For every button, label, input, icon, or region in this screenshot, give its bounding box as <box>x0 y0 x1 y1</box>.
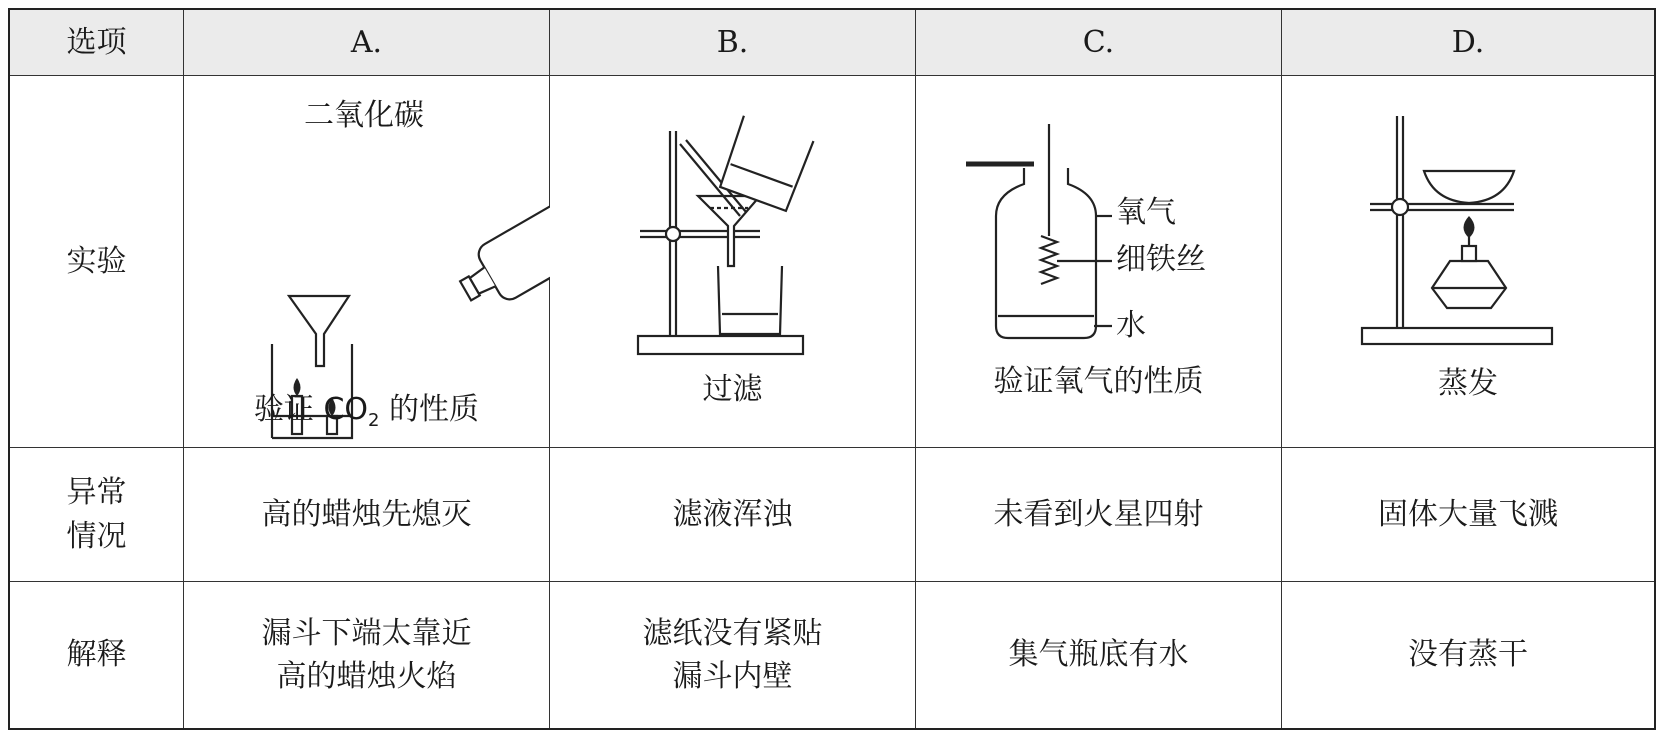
header-option-b: B. <box>550 10 916 76</box>
header-option-label: 选项 <box>10 10 184 76</box>
explanation-b: 滤纸没有紧贴 漏斗内壁 <box>550 582 916 728</box>
caption-filtration: 过滤 <box>702 372 763 407</box>
abnormal-b: 滤液浑浊 <box>550 448 916 582</box>
experiment-c <box>916 76 1282 448</box>
experiment-b <box>550 76 916 448</box>
explanation-d: 没有蒸干 <box>1408 637 1528 673</box>
experiment-d <box>1282 76 1654 448</box>
row-label-experiment: 实验 <box>10 76 184 448</box>
explanation-a: 漏斗下端太靠近 高的蜡烛火焰 <box>184 582 550 728</box>
abnormal-d: 固体大量飞溅 <box>1282 448 1654 582</box>
header-option-c: C. <box>916 10 1282 76</box>
row-label-abnormal: 异常 情况 <box>10 448 184 582</box>
abnormal-a: 高的蜡烛先熄灭 <box>184 448 550 582</box>
explanation-c: 集气瓶底有水 <box>916 582 1282 728</box>
caption-evaporation: 蒸发 <box>1438 366 1498 401</box>
row-label-explanation: 解释 <box>10 582 184 728</box>
caption-verify-co2: 验证 $CO_2$ 的性质 <box>253 392 480 431</box>
header-option-a: A. <box>184 10 550 76</box>
label-carbon-dioxide: 二氧化碳 <box>304 98 424 133</box>
abnormal-c: 未看到火星四射 <box>916 448 1282 582</box>
label-water: 水 <box>1116 308 1146 343</box>
caption-verify-oxygen: 验证氧气的性质 <box>993 364 1204 399</box>
experiment-table <box>8 8 1656 730</box>
header-option-d: D. <box>1282 10 1654 76</box>
label-iron-wire: 细铁丝 <box>1116 242 1206 277</box>
label-oxygen: 氧气 <box>1116 195 1176 230</box>
experiment-a <box>184 76 550 448</box>
